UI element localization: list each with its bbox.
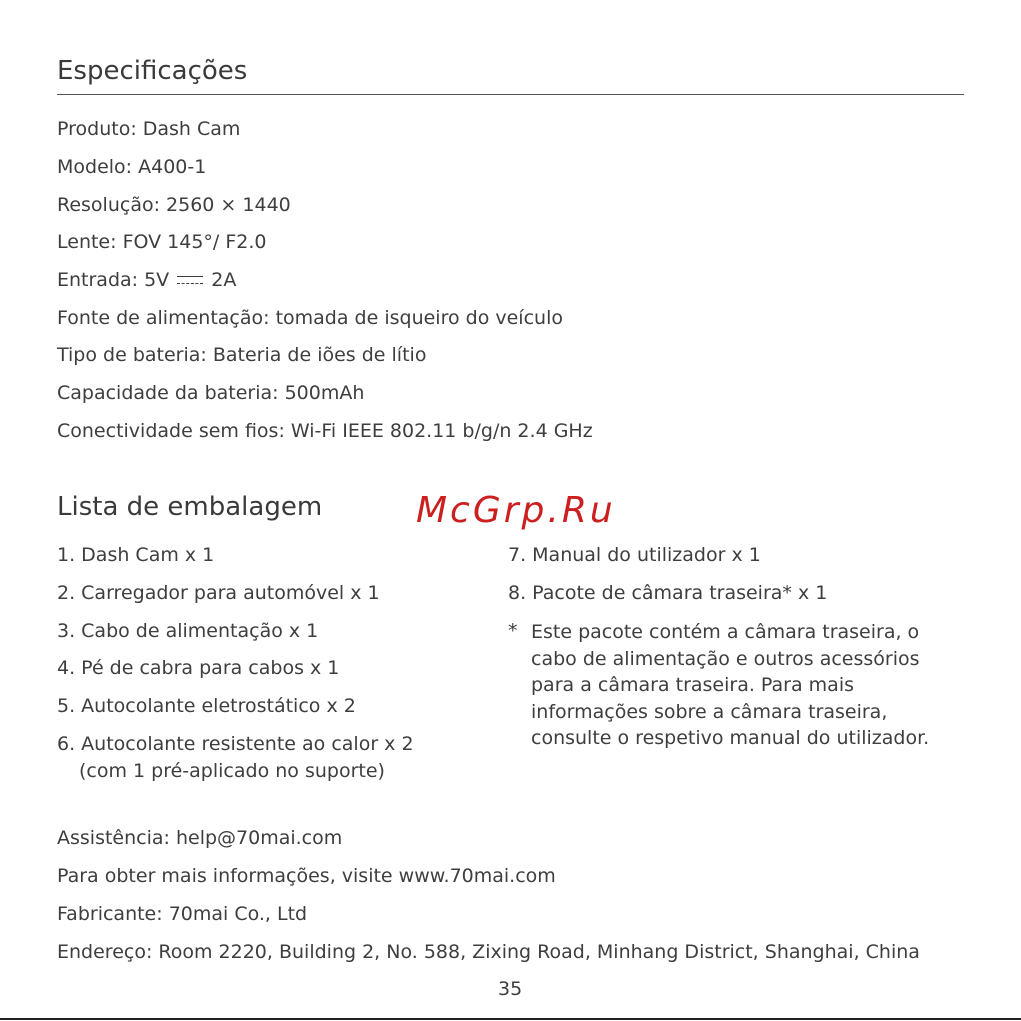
package-item-8: 8. Pacote de câmara traseira* x 1 [508, 582, 828, 604]
spec-input [57, 269, 236, 291]
package-item-2: 2. Carregador para automóvel x 1 [57, 582, 380, 604]
note-marker: * [508, 620, 518, 642]
spec-power-source: Fonte de alimentação: tomada de isqueiro do veículo [57, 307, 563, 329]
spec-model: Modelo: A400-1 [57, 156, 207, 178]
bottom-border [0, 1018, 1021, 1020]
spec-connectivity: Conectividade sem fios: Wi-Fi IEEE 802.11 b/g/n 2.4 GHz [57, 420, 593, 442]
package-title: Lista de embalagem [57, 492, 323, 522]
spec-lens: Lente: FOV 145°/ F2.0 [57, 231, 267, 253]
note-line: consulte o respetivo manual do utilizador. [531, 727, 930, 749]
note-line: Este pacote contém a câmara traseira, o [531, 621, 920, 643]
package-item-6-sub: (com 1 pré-aplicado no suporte) [79, 760, 385, 782]
spec-input-prefix: Entrada: 5V [57, 269, 170, 291]
note-line: informações sobre a câmara traseira, [531, 700, 888, 723]
note-line: cabo de alimentação e outros acessórios [531, 647, 920, 670]
package-item-4: 4. Pé de cabra para cabos x 1 [57, 657, 340, 679]
address: Endereço: Room 2220, Building 2, No. 588, Zixing Road, Minhang District, Shanghai, China [57, 941, 920, 963]
page-number: 35 [498, 978, 523, 1000]
spec-battery-type: Tipo de bateria: Bateria de iões de lítio [57, 344, 427, 366]
note-line: para a câmara traseira. Para mais [531, 674, 854, 696]
package-item-3: 3. Cabo de alimentação x 1 [57, 620, 319, 642]
title-divider [57, 94, 964, 95]
spec-product: Produto: Dash Cam [57, 118, 241, 140]
spec-resolution: Resolução: 2560 × 1440 [57, 194, 291, 216]
manufacturer: Fabricante: 70mai Co., Ltd [57, 903, 308, 925]
spec-input-suffix: 2A [211, 269, 237, 291]
rear-camera-note [531, 619, 929, 752]
package-item-5: 5. Autocolante eletrostático x 2 [57, 695, 356, 717]
package-item-7: 7. Manual do utilizador x 1 [508, 544, 761, 566]
dc-symbol-icon [175, 274, 205, 288]
support-email: Assistência: help@70mai.com [57, 827, 343, 849]
specs-title: Especificações [57, 56, 248, 86]
package-item-6: 6. Autocolante resistente ao calor x 2 [57, 733, 414, 755]
spec-battery-capacity: Capacidade da bateria: 500mAh [57, 382, 365, 404]
package-item-1: 1. Dash Cam x 1 [57, 544, 215, 566]
more-info: Para obter mais informações, visite www.70mai.com [57, 865, 556, 887]
watermark-logo: McGrp.Ru [416, 490, 616, 531]
